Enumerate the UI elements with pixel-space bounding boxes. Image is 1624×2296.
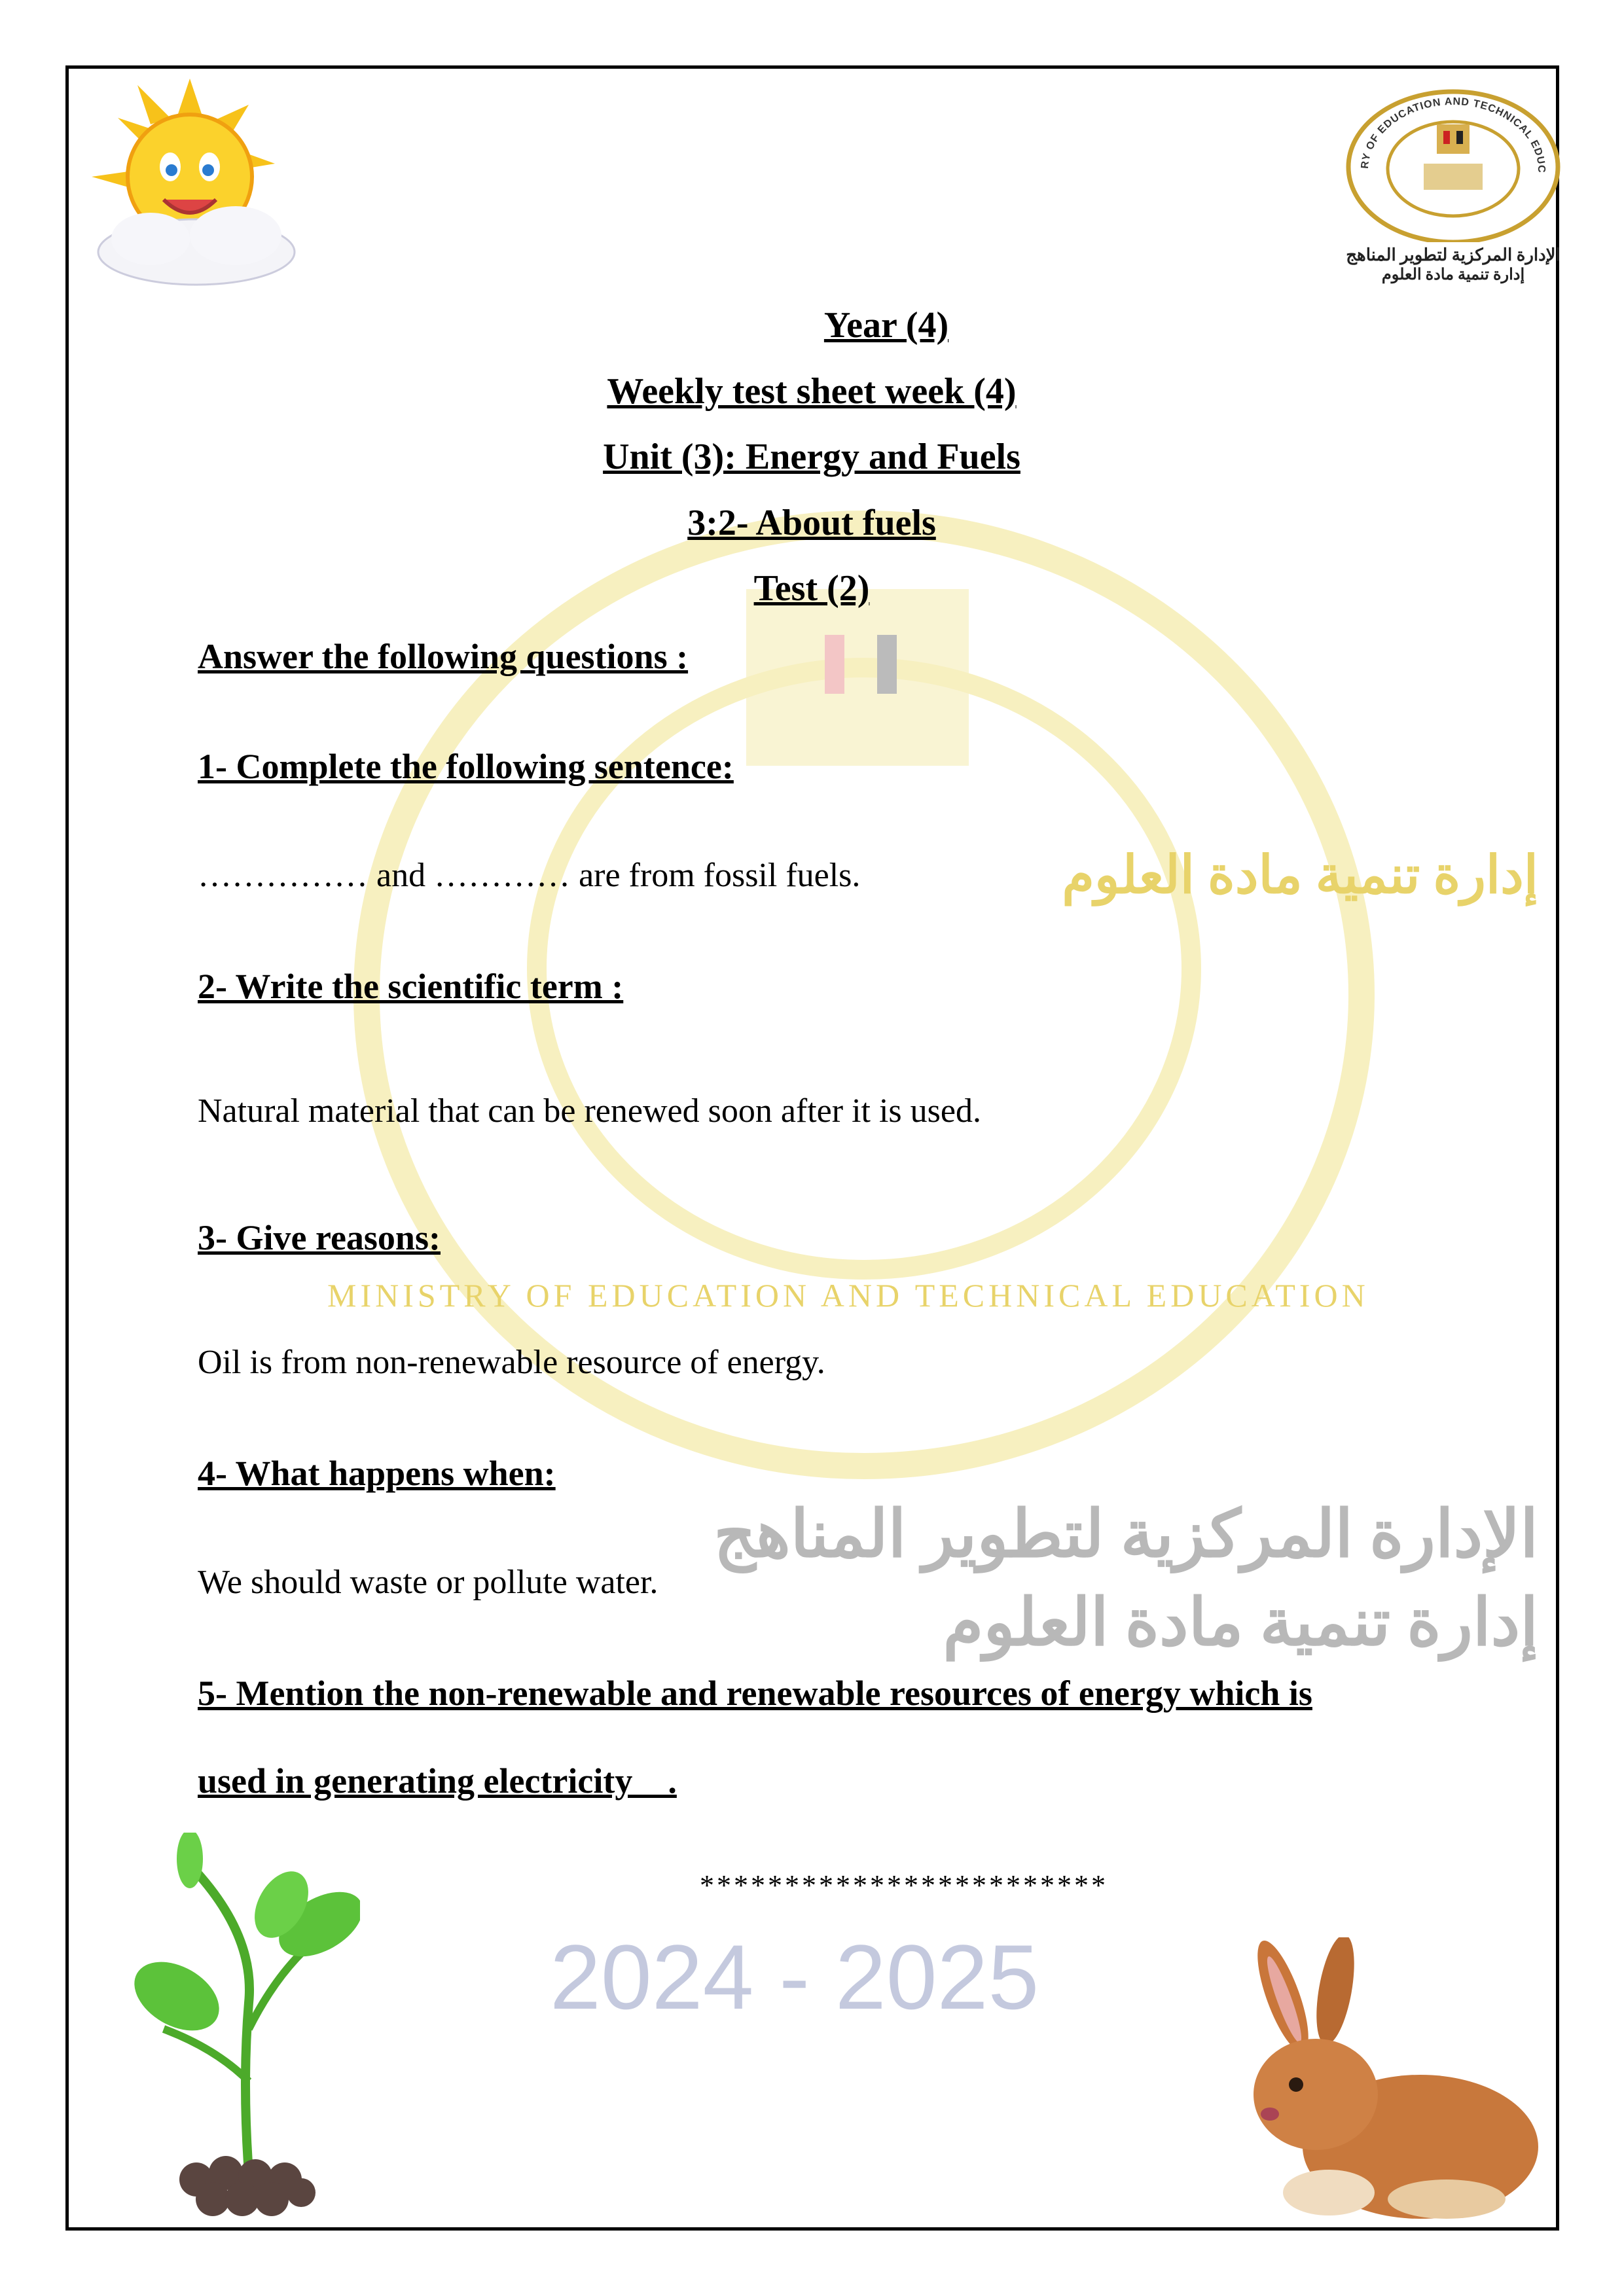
year-heading: Year (4) xyxy=(823,305,949,346)
watermark-emblem-text: إدارة تنمية مادة العلوم xyxy=(1062,847,1538,905)
watermark-arabic-2: إدارة تنمية مادة العلوم xyxy=(943,1587,1538,1659)
logo-arabic-2: إدارة تنمية مادة العلوم xyxy=(1381,266,1525,283)
watermark-year: 2024 - 2025 xyxy=(550,1926,1039,2028)
question-5-title: 5- Mention the non-renewable and renewable resources of energy which is xyxy=(198,1674,1312,1713)
question-1-title: 1- Complete the following sentence: xyxy=(198,747,734,786)
question-3-title: 3- Give reasons: xyxy=(198,1218,441,1257)
question-4-title: 4- What happens when: xyxy=(198,1454,556,1493)
sheet-heading: Weekly test sheet week (4) xyxy=(607,371,1017,412)
plant-image xyxy=(85,1833,360,2225)
question-5-title-line2: used in generating electricity . xyxy=(198,1761,677,1801)
question-1-body: …………… and ………… are from fossil fuels. xyxy=(198,857,861,894)
logo-arabic-1: الإدارة المركزية لتطوير المناهج xyxy=(1346,245,1561,264)
question-2-title: 2- Write the scientific term : xyxy=(198,967,624,1006)
watermark-arabic-1: الإدارة المركزية لتطوير المناهج xyxy=(713,1498,1538,1571)
lesson-heading: 3:2- About fuels xyxy=(687,503,936,543)
ministry-logo xyxy=(1342,85,1564,284)
question-3-body: Oil is from non-renewable resource of energy. xyxy=(198,1344,825,1381)
instruction: Answer the following questions : xyxy=(198,637,689,676)
rabbit-image xyxy=(1231,1937,1545,2225)
watermark-ring-text: MINISTRY OF EDUCATION AND TECHNICAL EDUCATION xyxy=(327,1277,1369,1314)
sun-cloud-image xyxy=(79,79,327,301)
end-mark: ************************ xyxy=(700,1869,1108,1901)
question-4-body: We should waste or pollute water. xyxy=(198,1564,659,1601)
unit-heading: Unit (3): Energy and Fuels xyxy=(603,437,1020,477)
test-heading: Test (2) xyxy=(753,568,870,609)
logo-ring-text: RY OF EDUCATION AND TECHNICAL EDUC xyxy=(1359,96,1547,173)
ministry-seal-icon xyxy=(1342,85,1564,242)
question-2-body: Natural material that can be renewed soon after it is used. xyxy=(198,1092,981,1130)
